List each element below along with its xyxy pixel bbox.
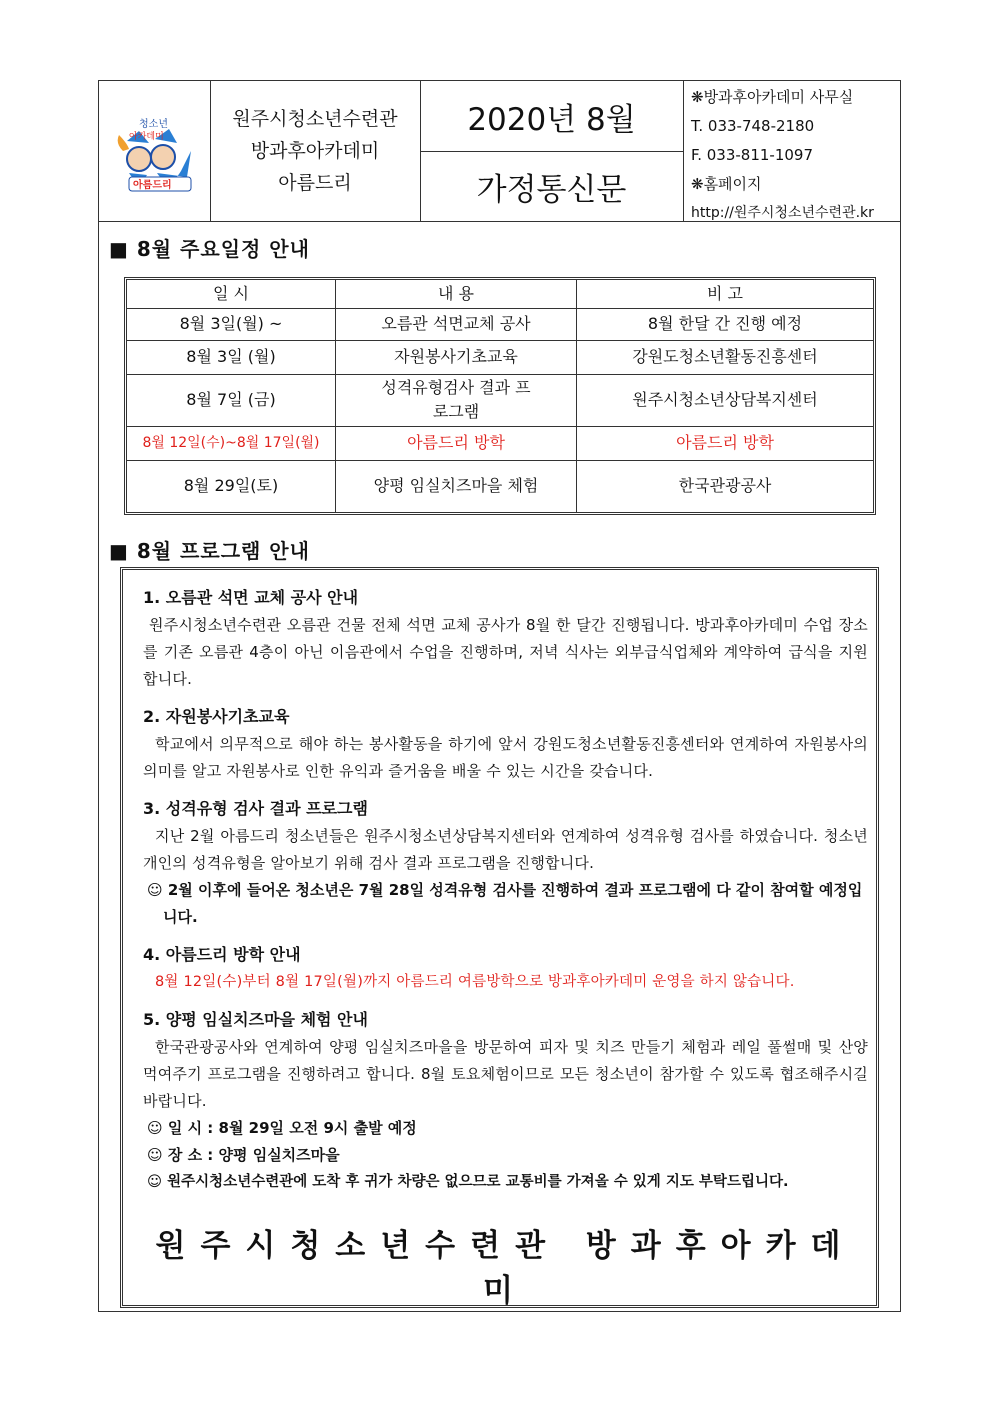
program-item-title: 2. 자원봉사기초교육 xyxy=(143,707,290,726)
schedule-section-title: ■ 8월 주요일정 안내 xyxy=(109,237,310,261)
logo xyxy=(99,81,211,221)
contact-info xyxy=(683,81,900,221)
schedule-note: 강원도청소년활동진흥센터 xyxy=(577,340,874,374)
schedule-date: 8월 29일(토) xyxy=(127,460,336,512)
schedule-date: 8월 3일 (월) xyxy=(127,340,336,374)
schedule-date: 8월 12일(수)~8월 17일(월) xyxy=(127,426,336,460)
schedule-note: 아름드리 방학 xyxy=(577,426,874,460)
organization-name xyxy=(210,81,421,221)
schedule-note: 한국관광공사 xyxy=(577,460,874,512)
schedule-content: 성격유형검사 결과 프로그램 xyxy=(336,374,577,426)
program-bullet: ☺ 일 시 : 8월 29일 오전 9시 출발 예정 xyxy=(147,1119,417,1137)
schedule-note: 원주시청소년상담복지센터 xyxy=(577,374,874,426)
column-header-date: 일 시 xyxy=(127,280,336,308)
org-line-3: 아름드리 xyxy=(278,172,352,194)
schedule-content: 아름드리 방학 xyxy=(336,426,577,460)
program-item-title: 5. 양평 임실치즈마을 체험 안내 xyxy=(143,1010,368,1029)
table-row xyxy=(127,340,873,374)
mascot-logo-icon xyxy=(99,81,210,221)
program-bullet: ☺ 원주시청소년수련관에 도착 후 귀가 차량은 없으므로 교통비를 가져올 수 있게 지도 부탁드립니다. xyxy=(147,1174,789,1190)
schedule-content: 오름관 석면교체 공사 xyxy=(336,308,577,340)
date-title: 2020년 8월 xyxy=(420,81,683,152)
program-item-text: 학교에서 의무적으로 해야 하는 봉사활동을 하기에 앞서 강원도청소년활동진흥센터와 연계하여 자원봉사의 의미를 알고 자원봉사로 인한 유익과 즐거움을 배울 수 있는 시간을 갖습니다. xyxy=(143,735,868,780)
org-line-1: 원주시청소년수련관 xyxy=(232,108,398,130)
homepage-url[interactable]: http://원주시청소년수련관.kr xyxy=(691,205,874,221)
schedule-date: 8월 7일 (금) xyxy=(127,374,336,426)
program-section-title: ■ 8월 프로그램 안내 xyxy=(109,539,310,563)
program-item-title: 3. 성격유형 검사 결과 프로그램 xyxy=(143,799,368,818)
office-label: ❋방과후아카데미 사무실 xyxy=(691,88,854,106)
schedule-note: 8월 한달 간 진행 예정 xyxy=(577,308,874,340)
header-table xyxy=(99,81,900,222)
logo-text-mid: 아카데미 xyxy=(129,132,164,142)
title-block xyxy=(420,81,684,221)
program-box xyxy=(120,567,879,1308)
phone-number: T. 033-748-2180 xyxy=(691,117,815,135)
program-item-title: 4. 아름드리 방학 안내 xyxy=(143,945,301,964)
logo-text-bottom: 아름드리 xyxy=(133,180,172,191)
program-item-text: 한국관광공사와 연계하여 양평 임실치즈마을을 방문하여 피자 및 치즈 만들기 체험과 레일 풀썰매 및 산양 먹여주기 프로그램을 진행하려고 합니다. 8월 토요체험이므로 모든 청소년이 참가할 수 있도록 협조해주시길 바랍니다. xyxy=(143,1038,868,1110)
column-header-content: 내 용 xyxy=(336,280,577,308)
program-item-note: ☺ 2월 이후에 들어온 청소년은 7월 28일 성격유형 검사를 진행하여 결과 프로그램에 다 같이 참여할 예정입니다. xyxy=(147,881,863,926)
program-item-text: 원주시청소년수련관 오름관 건물 전체 석면 교체 공사가 8월 한 달간 진행됩니다. 방과후아카데미 수업 장소를 기존 오름관 4층이 아닌 이음관에서 수업을 진행하며, 저녁 식사는 외부급식업체와 계약하여 급식을 지원합니다. xyxy=(143,616,868,688)
logo-text-top: 청소년 xyxy=(139,119,168,130)
table-row xyxy=(127,308,873,340)
schedule-table xyxy=(124,277,876,515)
table-row-highlighted xyxy=(127,426,873,460)
table-row xyxy=(127,374,873,426)
table-row xyxy=(127,460,873,512)
footer-organization: 원주시청소년수련관 방과후아카데미 xyxy=(155,1228,856,1309)
program-item-text: 지난 2월 아름드리 청소년들은 원주시청소년상담복지센터와 연계하여 성격유형 검사를 하였습니다. 청소년 개인의 성격유형을 알아보기 위해 검사 결과 프로그램을 진행합니다. xyxy=(143,827,868,872)
homepage-label: ❋홈페이지 xyxy=(691,175,762,193)
program-item-title: 1. 오름관 석면 교체 공사 안내 xyxy=(143,588,359,607)
schedule-content: 양평 임실치즈마을 체험 xyxy=(336,460,577,512)
program-bullet: ☺ 장 소 : 양평 임실치즈마을 xyxy=(147,1146,340,1164)
fax-number: F. 033-811-1097 xyxy=(691,146,814,164)
column-header-note: 비 고 xyxy=(577,280,874,308)
schedule-content: 자원봉사기초교육 xyxy=(336,340,577,374)
schedule-date: 8월 3일(월) ~ xyxy=(127,308,336,340)
org-line-2: 방과후아카데미 xyxy=(250,140,380,162)
newsletter-page xyxy=(98,80,901,1312)
doc-title: 가정통신문 xyxy=(476,172,627,208)
schedule-header-row xyxy=(127,280,873,308)
program-item-text: 8월 12일(수)부터 8월 17일(월)까지 아름드리 여름방학으로 방과후아카데미 운영을 하지 않습니다. xyxy=(155,974,795,990)
